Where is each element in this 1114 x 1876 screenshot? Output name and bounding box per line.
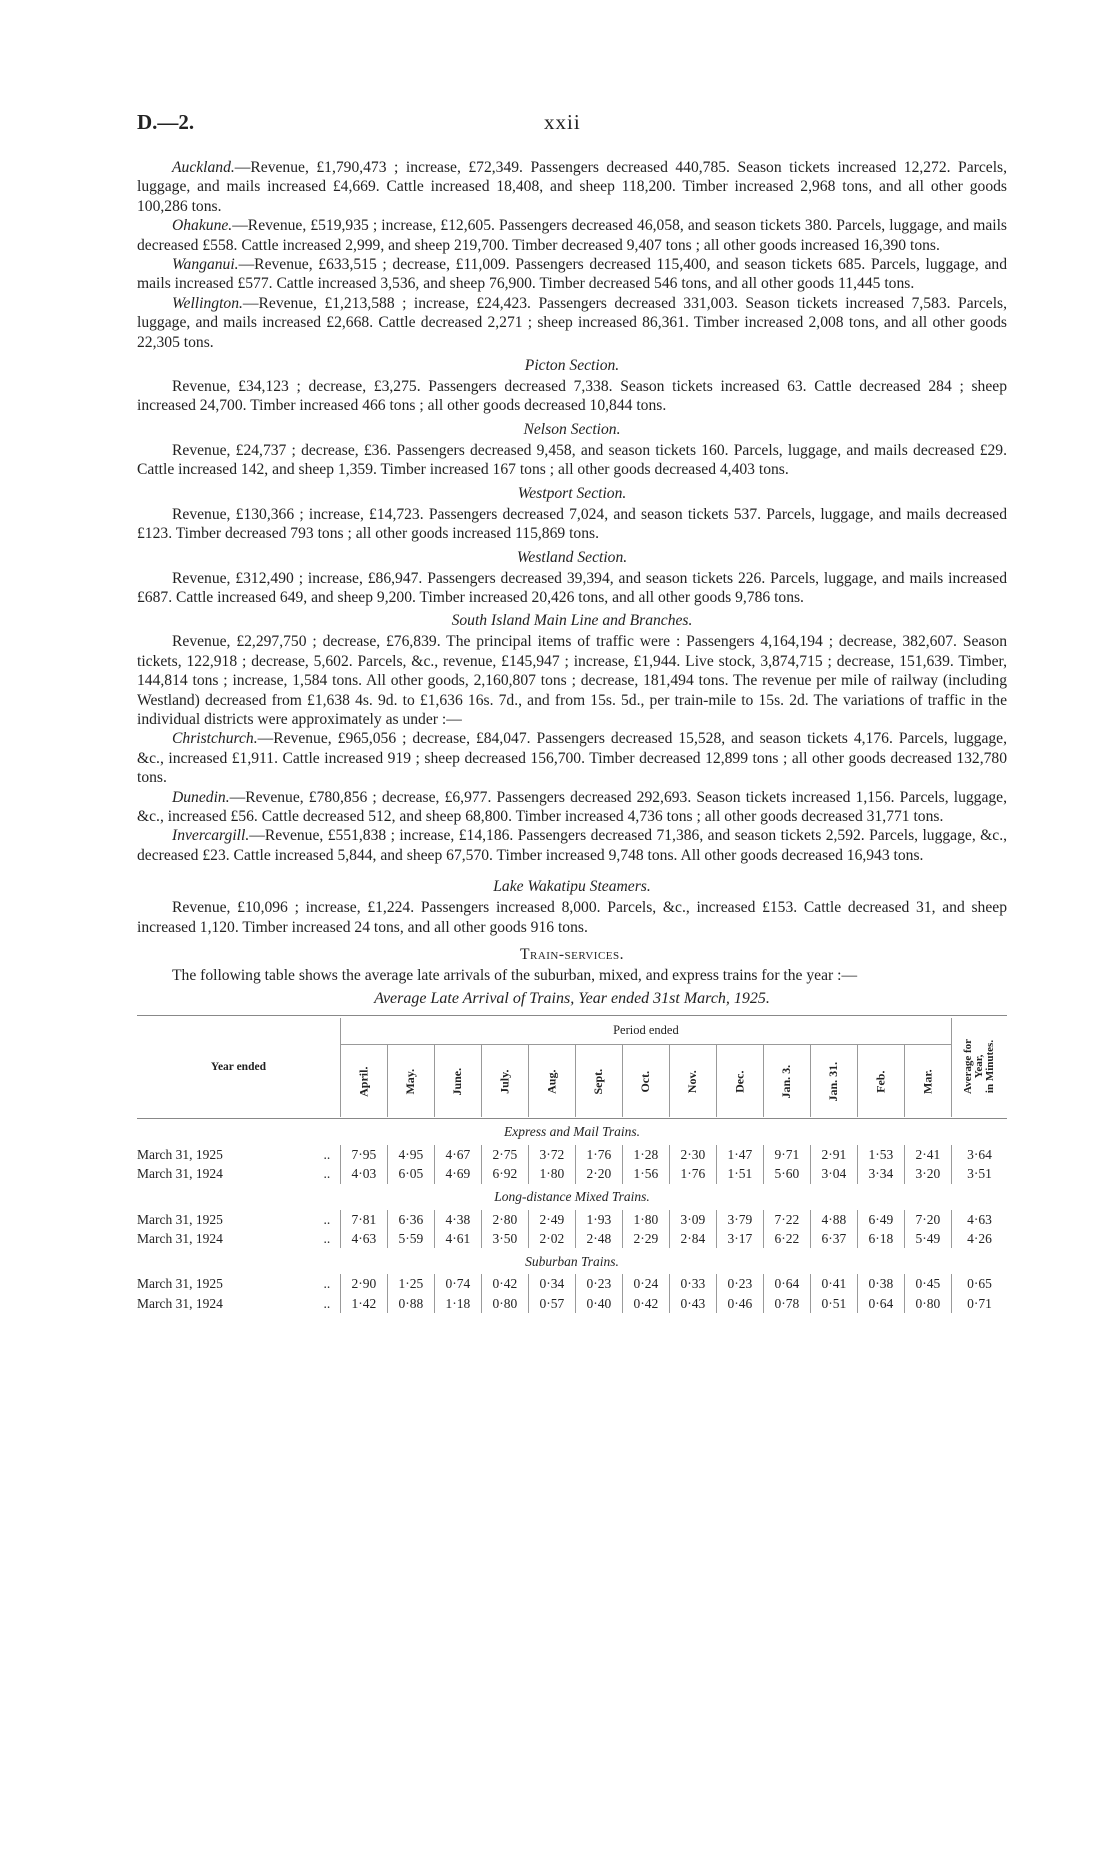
table-cell: 5·59 (387, 1229, 434, 1248)
table-cell: 0·41 (810, 1274, 857, 1293)
page-number: xxii (544, 110, 581, 134)
section-text: Revenue, £130,366 ; increase, £14,723. Passengers decreased 7,024, and season tickets 537. Parcels, luggage, and mails decreased £123. Timber decreased 793 tons ; all other goods increased 115,869 tons. (137, 505, 1007, 543)
table-row (137, 1145, 1007, 1164)
table-cell: 2·84 (669, 1229, 716, 1248)
south-district-name: Invercargill. (172, 827, 250, 845)
table-cell: 1·76 (575, 1145, 622, 1164)
row-leader-dots: .. (323, 1276, 331, 1292)
month-label: May. (403, 1068, 418, 1095)
table-cell: 1·56 (622, 1164, 669, 1183)
table-cell: 0·23 (716, 1274, 763, 1293)
month-header (340, 1044, 387, 1117)
table-cell: 3·34 (857, 1164, 904, 1183)
table-group-title: Long-distance Mixed Trains. (494, 1188, 650, 1204)
table-caption: Average Late Arrival of Trains, Year ended 31st March, 1925. (374, 990, 770, 1008)
table-cell: 0·38 (857, 1274, 904, 1293)
table-cell: 4·38 (434, 1210, 481, 1229)
page-header (137, 96, 1007, 134)
row-year: March 31, 1925 (137, 1276, 223, 1292)
table-cell: 0·45 (904, 1274, 951, 1293)
table-cell: 6·22 (763, 1229, 810, 1248)
table-row (137, 1210, 1007, 1229)
table-cell: 0·34 (528, 1274, 575, 1293)
table-cell: 2·75 (481, 1145, 528, 1164)
section-title: South Island Main Line and Branches. (451, 612, 693, 630)
row-leader-dots: .. (323, 1166, 331, 1182)
table-cell: 6·92 (481, 1164, 528, 1183)
month-label: Jan. 31. (826, 1061, 841, 1102)
district-paragraph (137, 158, 1007, 216)
month-label: July. (497, 1069, 512, 1094)
south-district-paragraph (137, 788, 1007, 827)
month-header (904, 1044, 951, 1117)
district-paragraph (137, 216, 1007, 255)
month-label: Mar. (920, 1069, 935, 1094)
month-header (669, 1044, 716, 1117)
table-cell: 1·93 (575, 1210, 622, 1229)
table-cell: 5·49 (904, 1229, 951, 1248)
table-cell: 2·91 (810, 1145, 857, 1164)
district-text: —Revenue, £633,515 ; decrease, £11,009. Passengers decreased 115,400, and season tickets 685. Parcels, luggage, and mails increased £577. Cattle increased 3,536, and sheep 76,900. Timber decreased 546 tons, and all other goods 11,445 tons. (137, 256, 1007, 293)
north-island-districts (137, 158, 1007, 352)
table-row (137, 1164, 1007, 1183)
average-header-line-2: Year, (972, 1054, 985, 1078)
table-cell: 6·37 (810, 1229, 857, 1248)
table-cell: 1·42 (340, 1294, 387, 1313)
table-row (137, 1274, 1007, 1293)
table-cell: 0·24 (622, 1274, 669, 1293)
table-group-row (137, 1118, 1007, 1145)
district-text: —Revenue, £1,790,473 ; increase, £72,349. Passengers decreased 440,785. Season tickets increased 12,272. Parcels, luggage, and mails increased £4,669. Cattle increased 18,408, and sheep 118,200. Timber increased 2,968 tons, and all other goods 100,286 tons. (137, 159, 1007, 215)
table-cell: 0·57 (528, 1294, 575, 1313)
table-cell: 4·88 (810, 1210, 857, 1229)
month-header (387, 1044, 434, 1117)
year-ended-header: Year ended (210, 1060, 266, 1073)
table-cell: 3·09 (669, 1210, 716, 1229)
section-text: Revenue, £24,737 ; decrease, £36. Passengers decreased 9,458, and season tickets 160. Parcels, luggage, and mails decreased £29. Cattle increased 142, and sheep 1,359. Timber increased 167 tons ; all other goods decreased 4,403 tons. (137, 441, 1007, 479)
table-cell: 1·53 (857, 1145, 904, 1164)
table-cell: 3·17 (716, 1229, 763, 1248)
row-year: March 31, 1924 (137, 1231, 223, 1247)
wakatipu-text: Revenue, £10,096 ; increase, £1,224. Passengers increased 8,000. Parcels, &c., increased £153. Cattle decreased 31, and sheep increased 1,120. Timber increased 24 tons, and all other goods 916 tons. (137, 899, 1007, 936)
table-cell: 6·36 (387, 1210, 434, 1229)
late-arrival-table (137, 1015, 1007, 1313)
table-cell: 1·18 (434, 1294, 481, 1313)
table-cell: 6·18 (857, 1229, 904, 1248)
average-cell: 0·71 (951, 1294, 1007, 1313)
table-cell: 2·48 (575, 1229, 622, 1248)
month-label: June. (450, 1067, 465, 1096)
table-cell: 1·51 (716, 1164, 763, 1183)
table-cell: 6·49 (857, 1210, 904, 1229)
row-leader-dots: .. (323, 1211, 331, 1227)
table-cell: 0·46 (716, 1294, 763, 1313)
section-title: Picton Section. (524, 357, 620, 375)
table-cell: 0·42 (622, 1294, 669, 1313)
average-header-line-1: Average for (961, 1038, 974, 1094)
month-header (434, 1044, 481, 1117)
table-row (137, 1294, 1007, 1313)
table-cell: 9·71 (763, 1145, 810, 1164)
table-cell: 1·25 (387, 1274, 434, 1293)
south-district-text: —Revenue, £780,856 ; decrease, £6,977. Passengers decreased 292,693. Season tickets increased 1,156. Parcels, luggage, &c., increased £56. Cattle decreased 512, and sheep 68,800. Timber increased 4,736 tons ; all other goods decreased 31,771 tons. (137, 788, 1007, 825)
row-year: March 31, 1924 (137, 1166, 223, 1182)
table-cell: 2·30 (669, 1145, 716, 1164)
table-cell: 3·20 (904, 1164, 951, 1183)
page (137, 96, 1007, 1311)
sections (137, 356, 1007, 729)
period-ended-header: Period ended (340, 1018, 951, 1045)
district-name: Ohakune. (172, 217, 233, 235)
table-group-row (137, 1248, 1007, 1274)
table-cell: 7·20 (904, 1210, 951, 1229)
average-cell: 3·51 (951, 1164, 1007, 1183)
section-text: Revenue, £2,297,750 ; decrease, £76,839. The principal items of traffic were : Passengers 4,164,194 ; decrease, 382,607. Season tickets, 122,918 ; decrease, 5,602. Parcels, &c., revenue, £145,947 ; increase, £1,944. Live stock, 3,874,715 ; decrease, 151,639. Timber, 144,814 tons ; increase, 1,584 tons. All other goods, 2,160,807 tons ; decrease, 181,494 tons. The revenue per mile of railway (including Westland) decreased from £1,638 4s. 9d. to £1,636 16s. 7d., and from 15s. 5d., per train-mile to 15s. 2d. The variations of traffic in the individual districts were approximately as under :— (137, 633, 1007, 728)
district-text: —Revenue, £1,213,588 ; increase, £24,423. Passengers decreased 331,003. Season tickets increased 7,583. Parcels, luggage, and mails increased £2,668. Cattle decreased 2,271 ; sheep increased 86,361. Timber increased 2,008 tons, and all other goods 22,305 tons. (137, 294, 1007, 351)
row-leader-dots: .. (323, 1295, 331, 1311)
table-cell: 4·61 (434, 1229, 481, 1248)
month-label: Jan. 3. (779, 1064, 794, 1099)
row-leader-dots: .. (323, 1146, 331, 1162)
month-header (528, 1044, 575, 1117)
section-title: Westport Section. (517, 484, 627, 502)
table-cell: 0·64 (763, 1274, 810, 1293)
section-title: Nelson Section. (523, 420, 621, 438)
table-cell: 1·76 (669, 1164, 716, 1183)
section-text: Revenue, £34,123 ; decrease, £3,275. Passengers decreased 7,338. Season tickets increased 63. Cattle decreased 284 ; sheep increased 24,700. Timber increased 466 tons ; all other goods decreased 10,844 tons. (137, 378, 1007, 415)
month-label: Dec. (732, 1070, 747, 1093)
south-district-text: —Revenue, £551,838 ; increase, £14,186. Passengers decreased 71,386, and season tickets 2,592. Parcels, luggage, &c., decreased £23. Cattle increased 5,844, and sheep 67,570. Timber increased 9,748 tons. All other goods decreased 16,943 tons. (137, 827, 1007, 864)
table-cell: 0·80 (481, 1294, 528, 1313)
table-cell: 1·80 (528, 1164, 575, 1183)
table-cell: 3·72 (528, 1145, 575, 1164)
table-row (137, 1229, 1007, 1248)
table-cell: 2·49 (528, 1210, 575, 1229)
table-group-title: Suburban Trains. (525, 1253, 619, 1269)
table-cell: 4·95 (387, 1145, 434, 1164)
month-label: Feb. (873, 1070, 888, 1093)
table-cell: 1·28 (622, 1145, 669, 1164)
table-cell: 0·42 (481, 1274, 528, 1293)
table-cell: 4·67 (434, 1145, 481, 1164)
average-cell: 3·64 (951, 1145, 1007, 1164)
table-cell: 0·88 (387, 1294, 434, 1313)
month-label: April. (356, 1066, 371, 1097)
district-name: Auckland. (172, 159, 235, 176)
table-cell: 0·80 (904, 1294, 951, 1313)
month-header (716, 1044, 763, 1117)
table-cell: 7·22 (763, 1210, 810, 1229)
district-name: Wellington. (172, 294, 243, 312)
table-cell: 0·51 (810, 1294, 857, 1313)
average-cell: 0·65 (951, 1274, 1007, 1293)
table-cell: 3·04 (810, 1164, 857, 1183)
table-cell: 2·80 (481, 1210, 528, 1229)
section-text: Revenue, £312,490 ; increase, £86,947. Passengers decreased 39,394, and season tickets 226. Parcels, luggage, and mails increased £687. Cattle increased 649, and sheep 9,200. Timber increased 20,426 tons, and all other goods 9,786 tons. (137, 569, 1007, 606)
south-district-text: —Revenue, £965,056 ; decrease, £84,047. Passengers decreased 15,528, and season tickets 4,176. Parcels, luggage, &c., increased £1,911. Cattle increased 919 ; sheep decreased 156,700. Timber decreased 12,899 tons ; all other goods decreased 132,780 tons. (137, 730, 1007, 787)
table-cell: 1·80 (622, 1210, 669, 1229)
month-header (481, 1044, 528, 1117)
table-cell: 0·43 (669, 1294, 716, 1313)
table-cell: 1·47 (716, 1145, 763, 1164)
table-cell: 2·29 (622, 1229, 669, 1248)
south-district-name: Dunedin. (172, 788, 230, 806)
table-cell: 6·05 (387, 1164, 434, 1183)
month-label: Aug. (544, 1069, 559, 1094)
average-header-line-3: in Minutes. (983, 1039, 996, 1093)
table-cell: 7·95 (340, 1145, 387, 1164)
month-header (810, 1044, 857, 1117)
table-cell: 2·41 (904, 1145, 951, 1164)
table-cell: 4·03 (340, 1164, 387, 1183)
south-island-districts (137, 729, 1007, 865)
row-year: March 31, 1925 (137, 1146, 223, 1162)
south-district-name: Christchurch. (172, 730, 258, 748)
table-cell: 5·60 (763, 1164, 810, 1183)
district-paragraph (137, 255, 1007, 294)
document-body (137, 158, 1007, 1313)
row-year: March 31, 1925 (137, 1211, 223, 1227)
table-cell: 0·78 (763, 1294, 810, 1313)
average-cell: 4·26 (951, 1229, 1007, 1248)
district-name: Wanganui. (172, 256, 239, 274)
month-header (575, 1044, 622, 1117)
train-services-intro: The following table shows the average late arrivals of the suburban, mixed, and express trains for the year :— (172, 967, 858, 984)
row-year: March 31, 1924 (137, 1295, 223, 1311)
table-group-row (137, 1184, 1007, 1210)
table-cell: 0·40 (575, 1294, 622, 1313)
table-cell: 0·23 (575, 1274, 622, 1293)
month-label: Oct. (638, 1070, 653, 1093)
row-leader-dots: .. (323, 1231, 331, 1247)
month-header (857, 1044, 904, 1117)
table-cell: 2·20 (575, 1164, 622, 1183)
table-cell: 2·90 (340, 1274, 387, 1293)
table-cell: 0·64 (857, 1294, 904, 1313)
south-district-paragraph (137, 826, 1007, 865)
wakatipu-title: Lake Wakatipu Steamers. (493, 878, 651, 896)
train-services-heading: Train-services. (519, 946, 625, 963)
table-cell: 7·81 (340, 1210, 387, 1229)
district-paragraph (137, 294, 1007, 352)
average-cell: 4·63 (951, 1210, 1007, 1229)
month-label: Nov. (685, 1069, 700, 1093)
month-header (622, 1044, 669, 1117)
table-cell: 3·79 (716, 1210, 763, 1229)
month-header (763, 1044, 810, 1117)
district-text: —Revenue, £519,935 ; increase, £12,605. Passengers decreased 46,058, and season tickets 380. Parcels, luggage, and mails decreased £558. Cattle increased 2,999, and sheep 219,700. Timber decreased 9,407 tons ; all other goods increased 16,390 tons. (137, 217, 1007, 254)
table-cell: 4·69 (434, 1164, 481, 1183)
table-cell: 0·33 (669, 1274, 716, 1293)
table-group-title: Express and Mail Trains. (503, 1124, 640, 1140)
average-header (951, 1018, 1007, 1117)
table-cell: 2·02 (528, 1229, 575, 1248)
table-cell: 4·63 (340, 1229, 387, 1248)
document-reference: D.—2. (137, 110, 195, 134)
table-cell: 3·50 (481, 1229, 528, 1248)
section-title: Westland Section. (516, 548, 628, 566)
month-label: Sept. (591, 1068, 606, 1095)
table-cell: 0·74 (434, 1274, 481, 1293)
south-district-paragraph (137, 729, 1007, 787)
